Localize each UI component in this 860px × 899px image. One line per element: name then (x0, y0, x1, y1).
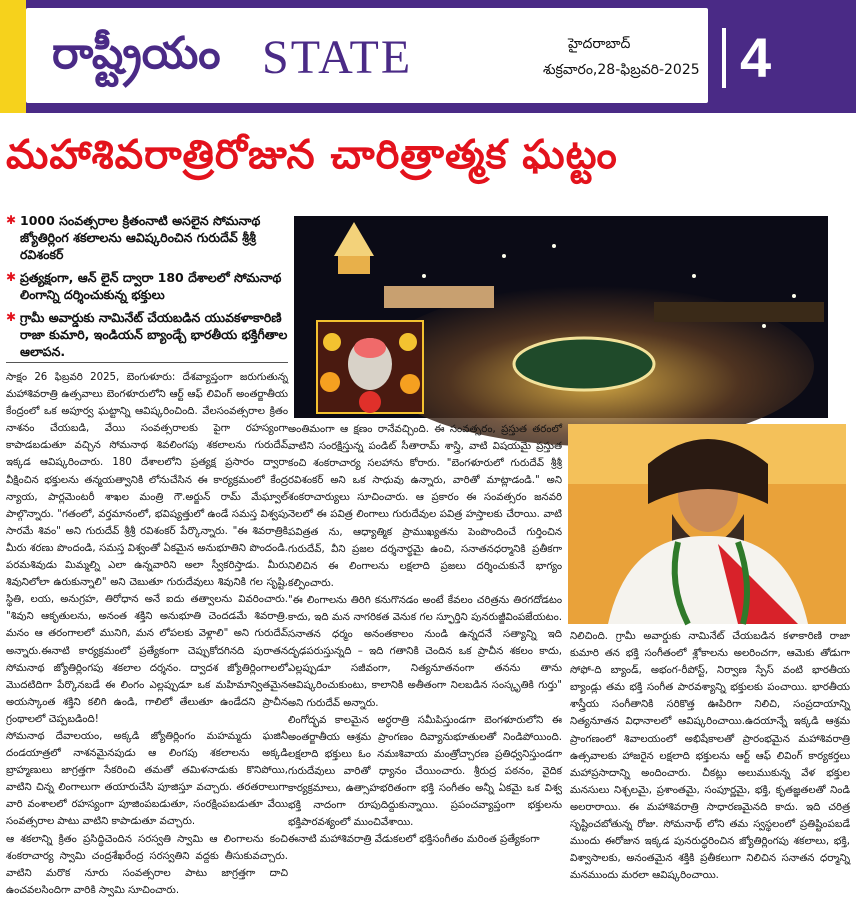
section-title-english: STATE (262, 31, 413, 84)
summary-bullet (6, 212, 288, 263)
summary-bullet-text: 1000 సంవత్సరాల క్రితంనాటి అసలైన సోమనాథ జ్యోతిర్లింగ శకలాలను ఆవిష్కరించిన గురుదేవ్ శ్రీశ్రీ రవిశంకర్ (20, 213, 261, 262)
article-column-2 (288, 421, 562, 873)
page-header (0, 0, 856, 113)
header-accent-bar (0, 0, 26, 113)
article-column-1 (6, 369, 288, 896)
deity-photo (316, 320, 424, 414)
article-column-3 (570, 628, 850, 882)
summary-bullets (6, 212, 288, 366)
section-title-telugu: రాష్ట్రీయం (52, 28, 221, 79)
guru-portrait-art (568, 424, 846, 624)
article-paragraph: అంతిమంగా ఆ క్షణం రానేవచ్చింది. ఈ సంవత్సరం, ప్రస్తుత తరంలో వాటిని సంరక్షిస్తున్న పండిట్ సీతారామ్ శాస్త్రి, వాటి విషయమై ప్రస్తుత కంచి శంకరాచార్య సలహాను కోరారు. "బెంగళూరులో గురుదేవ్ శ్రీశ్రీ రవిశంకర్ అని ఒక సాధువు ఉన్నారు, వారితో మాట్లాడండి." అని శంకరాచార్యులు సూచించారు. ఆ ప్రకారం ఈ సంవత్సరం జనవరి నెలలో ఈ పవిత్ర లింగాలు గురుదేవుల పవిత్ర హస్తాలకు చేరాయి. వాటి పవిత్రత ను, ఆధ్యాత్మిక ప్రాముఖ్యతను పెంపొందించే గుర్తించిన గురుదేవ్, వీని ప్రజల దర్శనార్థమై ఉంచి, సనాతనధర్మానికి ప్రతీకగా నిలిచిన ఈ లింగాలను లక్షలాది ప్రజలు దర్శించుకునే భాగ్యం కల్పించారు. (288, 424, 562, 589)
article-paragraph: ఈనాటి మహాశివరాత్రి వేడుకలలో భక్తిసంగీతం మరింత ప్రత్యేకంగా (288, 834, 540, 846)
star-bullet-icon: ✱ (6, 310, 17, 324)
page-number: 4 (722, 28, 860, 88)
star-bullet-icon: ✱ (6, 270, 17, 284)
deity-photo-art (318, 322, 422, 412)
summary-bullet (6, 309, 288, 360)
edition-date: శుక్రవారం,28-ఫిబ్రవరి-2025 (543, 62, 700, 78)
summary-bullet-text: ప్రత్యక్షంగా, ఆన్ లైన్ ద్వారా 180 దేశాలలో సోమనాథ లింగాన్ని దర్శించుకున్న భక్తులు (20, 270, 282, 302)
summary-bullet (6, 269, 288, 303)
article-paragraph: ఆ శకలాన్ని క్రితం ప్రసిద్ధిచెందిన సరస్వతి స్వామి ఆ లింగాలను కంచి శంకరాచార్య స్వామి చంద్రశేఖరేంద్ర సరస్వతిని వద్దకు తీసుకువచ్చారు. వాటిని మరొక నూరు సంవత్సరాల పాటు జాగ్రత్తగా దాచి ఉంచవలసిందిగా వారికి స్వామి సూచించారు. (6, 833, 288, 896)
article-paragraph: నిలిచింది. గ్రామీ అవార్డుకు నామినేట్ చేయబడిన కళాకారిణి రాజా కుమారి తన భక్తి సంగీతంలో శ్లోకాలను అలరించగా, ఆమెకు తోడుగా సోఫో-ది బ్యాండ్, అభంగ-రీపోస్ట్, నిర్వాణ స్పేస్ వంటి భారతీయ బ్యాండ్లు తమ భక్తి సంగీత పారవశ్యాన్ని భక్తులకు పంచాయి. భారతీయ శాస్త్రీయ సంగీతానికి సరికొత్త ఊపిరిగా నిలిచి, సంప్రదాయాన్ని నిత్యనూతన విధానాలలో ఆవిష్కరించాయి.ఉదయాన్నే ఇక్కడి ఆశ్రమ ప్రాంగణంలో శివాలయంలో అభిషేకాలతో ప్రారంభమైన మహాశివరాత్రి ఉత్సవాలకు హాజరైన లక్షలాది భక్తులను ఆర్ట్ ఆఫ్ లివింగ్ కార్యకర్తలు మహాప్రసాదాన్ని అందించారు. చీకట్లు అలుముకున్న వేళ భక్తుల మనసులు నిశ్చలమై, ప్రశాంతమై, సంపూర్ణమై, భక్తి, కృతజ్ఞతలతో నిండి అలరారాయి. ఈ మహాశివరాత్రి సాధారణమైనది కాదు. ఇది చరిత్ర సృష్టించబోతున్న రోజు. సోమనాథ్ లోని తమ స్వస్థలంలో ప్రతిష్టింపబడే ముందు ఈరోజున ఇక్కడ పునరుద్ధరించిన జ్యోతిర్లింగపు శకలాలు, భక్తి, విశ్వాసాలకు, అనంతమైన శక్తికి ప్రతీకలుగా నిలిచిన సనాతన ధర్మాన్ని మనముందు మరలా ఆవిష్కరించాయి. (570, 631, 850, 882)
headline: మహాశివరాత్రిరోజున చారిత్రాత్మక ఘట్టం (6, 132, 618, 178)
summary-bullet-text: గ్రామీ అవార్డుకు నామినేట్ చేయబడిన యువకళాకారిణి రాజా కుమారి, ఇండియన్ బ్యాండ్చే భారతీయ భక్తిగీతాల ఆలాపన. (20, 310, 288, 359)
star-bullet-icon: ✱ (6, 213, 17, 227)
article-paragraph: సోమనాథ దేవాలయం, అక్కడి జ్యోతిర్లింగం మహమ్మదు ఘజినీ దండయాత్రలో నాశనమైనపుడు ఆ లింగపు శకలాలను అక్కడి బ్రాహ్మణులు జాగ్రత్తగా సేకరించి తమతో తమిళనాడుకు కొనిపోయి, వాటిని చిన్న లింగాలుగా తయారుచేసి పూజిస్తూ వచ్చారు. తరతరాలుగా వారి వంశాలలో రహస్యంగా పూజింపబడుతూ, సంరక్షింపబడుతూ వేయి సంవత్సరాల పాటు వాటిని కాపాడుతూ వచ్చారు. (6, 730, 288, 828)
edition-city: హైదరాబాద్ (568, 36, 631, 52)
guru-portrait-photo (568, 424, 846, 624)
article-paragraph: లింగోద్భవ కాలమైన అర్ధరాత్రి సమీపిస్తుండగా బెంగళూరులోని ఈ అంతర్జాతీయ ఆశ్రమ ప్రాంగణం దివ్యానుభూతులతో నిండిపోయింది. లక్షలాది భక్తులు ఓం నమఃశివాయ మంత్రోచ్చారణ ప్రతిధ్వనిస్తుండగా గురుదేవులు వారితో ధ్యానం చేయించారు. శ్రీరుద్ర పఠనం, వైదిక కార్యక్రమాలు, ఉత్సాహభరితంగా భక్తి సంగీతం అన్నీ ఏకమై ఒక విశ్వ భక్తి నాదంగా రూపుదిద్దుకున్నాయి. ప్రపంచవ్యాప్తంగా భక్తులను భక్తిపారవశ్యంలో ముంచివేశాయి. (288, 714, 562, 829)
article-paragraph: "ఈ లింగాలను తిరిగి కనుగొనడం అంటే కేవలం చరిత్రను తిరగదోడటం కాదు, ఇది మన నాగరికత వెనుక గల స్ఫూర్తిని పునరుజ్జీవింపజేయటం. సనాతన ధర్మం అనంతకాలం నుండి ఉన్నదనే సత్యాన్ని ఇది దృఢపరుస్తున్నది – ఇది గతానికి చెందిన ఒక ప్రాచీన శకలం కాదు, ఎల్లప్పుడూ సజీవంగా, నిత్యనూతనంగా తనను తాను ఆవిష్కరించుకుంటు, కాలానికి అతీతంగా నిలబడిన సంస్కృతికి గుర్తు" అని గురుదేవ్ అన్నారు. (288, 594, 562, 709)
article-paragraph: సాక్షం 26 ఫిబ్రవరి 2025, బెంగుళూరు: దేశవ్యాప్తంగా జరుగుతున్న మహాశివరాత్రి ఉత్సవాలు బెంగళూరులోని ఆర్ట్ ఆఫ్ లివింగ్ అంతర్జాతీయ కేంద్రంలో ఒక అపూర్వ ఘట్టాన్ని ఆవిష్కరించింది. వేలసంవత్సరాల క్రితం నాశనం చేయబడి, వేయి సంవత్సరాలకు పైగా రహస్యంగా కాపాడబడుతూ వచ్చిన సోమనాథ శివలింగపు శకలాలను గురుదేవ్ ఇక్కడ ఆవిష్కరించారు. 180 దేశాలలోని ప్రత్యక్ష ప్రసారం ద్వారా వీక్షించిన భక్తులను తన్మయత్వానికి లోనుచేసిన ఈ కార్యక్రమంలో కేంద్ర న్యాయ, పార్లమెంటరీ శాఖల మంత్రి గౌ.అర్జున్ రామ్ మేఘ్వాల్ పాల్గొన్నారు. "గతంలో, వర్తమానంలో, భవిష్యత్తులో ఉండే సమస్త విశ్వపు సారమే శివం" అని గురుదేవ్ శ్రీశ్రీ రవిశంకర్ పేర్కొన్నారు. "ఈ శివరాత్రికి మీరు శరణు పొందండి, సమస్త విశ్వంతో ఏకమైన అనుభూతిని పొందండి. పరమశివుడు మిమ్మల్ని ఎలా ఉన్నవారిని అలా స్వీకరిస్తాడు. మీరు శివునిలోలా ఉరుకున్నాలి" అని చెబుతూ గురుదేవులు శివునికి గల సృష్టి, స్థితి, లయ, అనుగ్రహ, తిరోధాన అనే ఐదు తత్వాలను వివరించారు. "శివుని ఆకృతులను, అనంత శక్తిని అనుభూతి చెందడమే శివరాత్రి. మనం ఆ తరంగాలలో మునిగి, మన లోపలకు వెళ్లాలి" అని గురుదేవ్ అన్నారు.ఈనాటి కార్యక్రమంలో ప్రత్యేకంగా చెప్పుకోదగినది పురాతన సోమనాథ జ్యోతిర్లింగపు శకలాల దర్శనం. ద్వాదశ జ్యోతిర్లింగాలలో మొదటిదిగా పేర్కొనబడే ఈ లింగం ఎల్లప్పుడూ ఒక మహిమాన్వితమైన అయస్కాంత శక్తిని కలిగి ఉండి, గాలిలో తేలుతూ ఉండేదని ప్రాచీన గ్రంథాలలో చెప్పబడింది! (6, 372, 288, 725)
bullets-divider (6, 362, 288, 363)
